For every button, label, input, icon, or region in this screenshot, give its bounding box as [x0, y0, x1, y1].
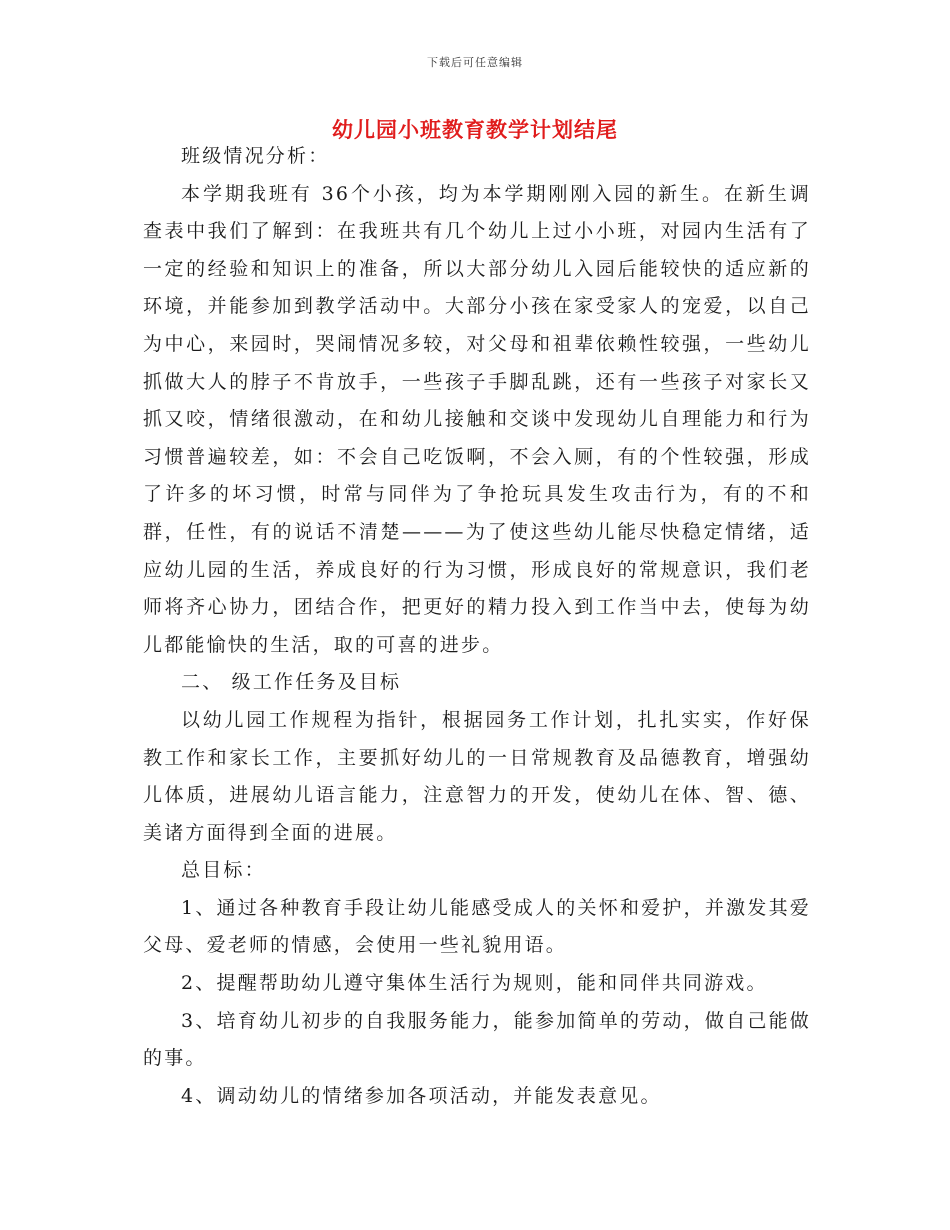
paragraph-class-situation: 本学期我班有 36个小孩，均为本学期刚刚入园的新生。在新生调查表中我们了解到：在我班共有几个幼儿上过小小班，对园内生活有了一定的经验和知识上的准备，所以大部分幼儿入园后能较快的适应新的环境，并能参加到教学活动中。大部分小孩在家受家人的宠爱，以自己为中心，来园时，哭闹情况多较，对父母和祖辈依赖性较强，一些幼儿抓做大人的脖子不肯放手，一些孩子手脚乱跳，还有一些孩子对家长又抓又咬，情绪很激动，在和幼儿接触和交谈中发现幼儿自理能力和行为习惯普遍较差，如：不会自己吃饭啊，不会入厕，有的个性较强，形成了许多的坏习惯，时常与同伴为了争抢玩具发生攻击行为，有的不和群，任性，有的说话不清楚———为了使这些幼儿能尽快稳定情绪，适应幼儿园的生活，养成良好的行为习惯，形成良好的常规意识，我们老师将齐心协力，团结合作，把更好的精力投入到工作当中去，使每为幼儿都能愉快的生活，取的可喜的进步。: [143, 182, 811, 656]
goal-item-2: 2、提醒帮助幼儿遵守集体生活行为规则，能和同伴共同游戏。: [181, 972, 768, 995]
goal-item-4: 4、调动幼儿的情绪参加各项活动，并能发表意见。: [181, 1084, 662, 1107]
section-heading-tasks-goals: 二、 级工作任务及目标: [181, 671, 402, 694]
goal-item-3: 3、培育幼儿初步的自我服务能力，能参加简单的劳动，做自己能做的事。: [143, 1009, 811, 1070]
section-heading-overall-goals: 总目标：: [181, 859, 266, 882]
goal-item-1: 1、通过各种教育手段让幼儿能感受成人的关怀和爱护，并激发其爱父母、爱老师的情感，会使用一些礼貌用语。: [143, 896, 811, 957]
document-title: 幼儿园小班教育教学计划结尾: [332, 117, 618, 142]
page-header-note: 下载后可任意编辑: [427, 56, 523, 69]
paragraph-work-guideline: 以幼儿园工作规程为指针，根据园务工作计划，扎扎实实，作好保教工作和家长工作，主要抓好幼儿的一日常规教育及品德教育，增强幼儿体质，进展幼儿语言能力，注意智力的开发，使幼儿在体、智、德、美诸方面得到全面的进展。: [143, 708, 811, 844]
section-heading-class-analysis: 班级情况分析：: [181, 145, 330, 167]
document-body: [143, 138, 811, 1115]
